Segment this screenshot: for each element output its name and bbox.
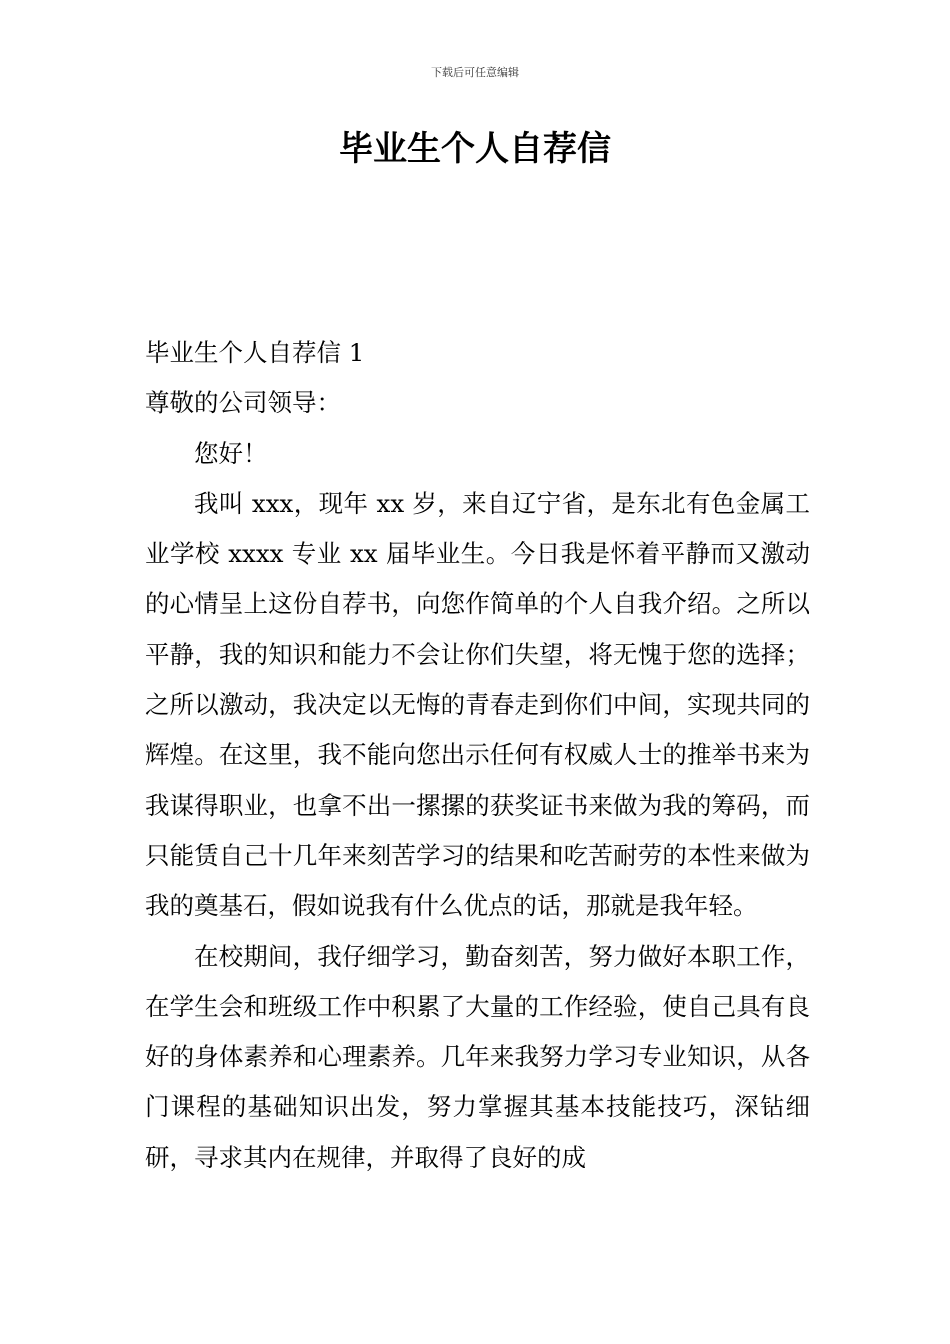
document-title: 毕业生个人自荐信 xyxy=(339,129,611,169)
greeting: 您好！ xyxy=(194,438,268,468)
header-note: 下载后可任意编辑 xyxy=(431,66,519,79)
salutation: 尊敬的公司领导： xyxy=(145,388,341,418)
paragraph-school: 在校期间，我仔细学习，勤奋刻苦，努力做好本职工作，在学生会和班级工作中积累了大量的工作经验，使自己具有良好的身体素养和心理素养。几年来我努力学习专业知识，从各门课程的基础知识出发，努力掌握其基本技能技巧，深钻细研，寻求其内在规律，并取得了良好的成 xyxy=(145,941,810,1172)
paragraph-intro: 我叫 xxx，现年 xx 岁，来自辽宁省，是东北有色金属工业学校 xxxx 专业 xx 届毕业生。今日我是怀着平静而又激动的心情呈上这份自荐书，向您作简单的个人自我介绍。之所以平静，我的知识和能力不会让你们失望，将无愧于您的选择；之所以激动，我决定以无悔的青春走到你们中间，实现共同的辉煌。在这里，我不能向您出示任何有权威人士的推举书来为我谋得职业，也拿不出一摞摞的获奖证书来做为我的筹码，而只能赁自己十几年来刻苦学习的结果和吃苦耐劳的本性来做为我的奠基石，假如说我有什么优点的话，那就是我年轻。 xyxy=(145,488,810,921)
letter-body xyxy=(145,328,810,1183)
section-heading: 毕业生个人自荐信 1 xyxy=(145,338,365,367)
